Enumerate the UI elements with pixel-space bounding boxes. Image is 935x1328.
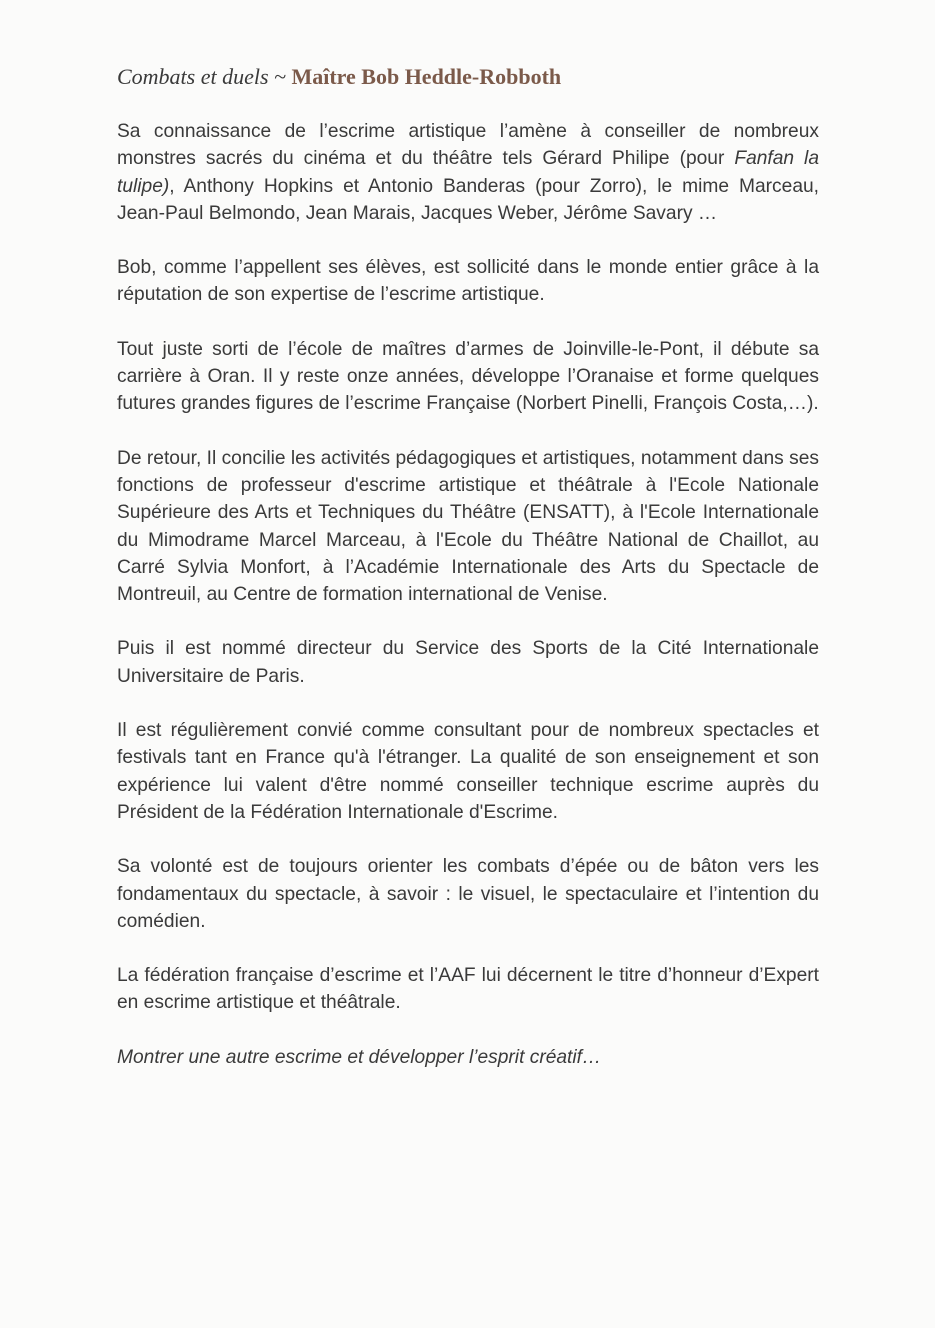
paragraph-intro-before: Sa connaissance de l’escrime artistique l’amène à conseiller de nombreux monstres sacrés du cinéma et du théâtre tels Gérard Philipe (pour — [117, 121, 819, 170]
film-title: Fanfan la tulipe) — [117, 148, 819, 197]
paragraph-intro-after: , Anthony Hopkins et Antonio Banderas (pour Zorro), le mime Marceau, Jean-Paul Belmondo, Jean Marais, Jacques Weber, Jérôme Savary … — [117, 175, 819, 224]
paragraph-consultant: Il est régulièrement convié comme consultant pour de nombreux spectacles et festivals tant en France qu'à l'étranger. La qualité de son enseignement et son expérience lui valent d'être nommé conseiller technique escrime auprès du Président de la Fédération Internationale d'Escrime. — [117, 720, 819, 823]
paragraph-volonte: Sa volonté est de toujours orienter les combats d’épée ou de bâton vers les fondamentaux du spectacle, à savoir : le visuel, le spectaculaire et l’intention du comédien. — [117, 856, 819, 932]
paragraph-retour: De retour, Il concilie les activités pédagogiques et artistiques, notamment dans ses fonctions de professeur d'escrime artistique et théâtrale à l'Ecole Nationale Supérieure des Arts et Techniques du Théâtre (ENSATT), à l'Ecole Internationale du Mimodrame Marcel Marceau, à l'Ecole du Théâtre National de Chaillot, au Carré Sylvia Monfort, à l’Académie Internationale des Arts du Spectacle de Montreuil, au Centre de formation international de Venise. — [117, 447, 819, 606]
paragraph-bob: Bob, comme l’appellent ses élèves, est sollicité dans le monde entier grâce à la réputation de son expertise de l’escrime artistique. — [117, 257, 819, 306]
paragraph-intro — [117, 118, 819, 227]
paragraph-directeur: Puis il est nommé directeur du Service des Sports de la Cité Internationale Universitaire de Paris. — [117, 638, 819, 687]
document-header — [117, 62, 819, 92]
header-name: Maître Bob Heddle-Robboth — [291, 64, 562, 89]
paragraph-oran: Tout juste sorti de l’école de maîtres d’armes de Joinville-le-Pont, il débute sa carrière à Oran. Il y reste onze années, développe l’Oranaise et forme quelques futures grandes figures de l’escrime Française (Norbert Pinelli, François Costa,…). — [117, 338, 819, 415]
header-prefix: Combats et duels ~ — [117, 64, 292, 89]
paragraph-federation: La fédération française d’escrime et l’AAF lui décernent le titre d’honneur d’Expert en escrime artistique et théâtrale. — [117, 965, 819, 1014]
closing-line: Montrer une autre escrime et développer l’esprit créatif… — [117, 1046, 602, 1068]
document-page — [117, 62, 819, 1071]
